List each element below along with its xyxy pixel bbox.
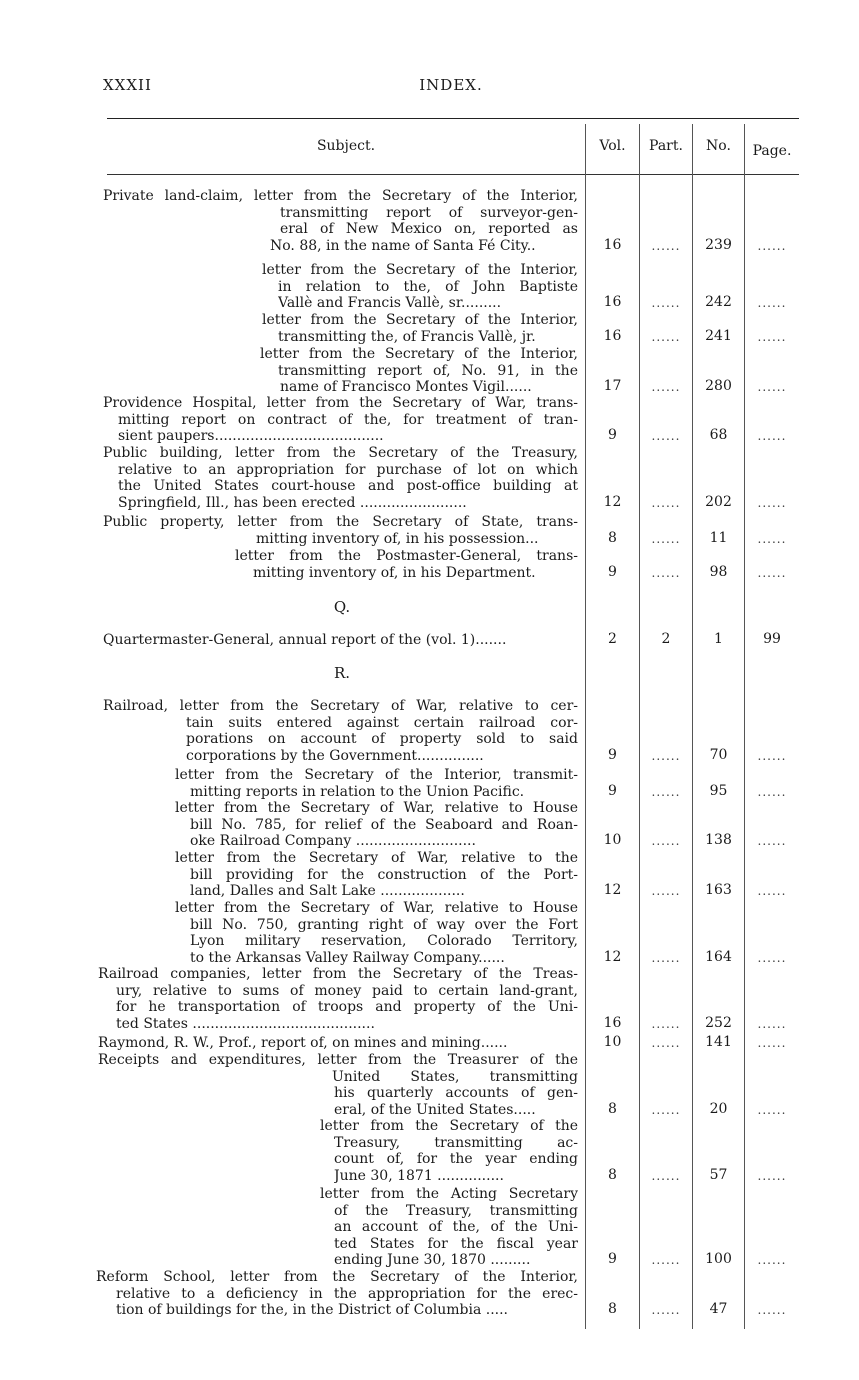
entry-subject-line: Private land-claim, letter from the Secretary of the Interior, [103, 188, 578, 204]
column-header-subject: Subject. [316, 138, 376, 154]
table-header-rule [107, 174, 799, 175]
entry-no: 1 [714, 631, 723, 647]
entry-subject-line: his quarterly accounts of gen- [334, 1085, 578, 1102]
entry-no: 47 [709, 1301, 728, 1318]
entry-subject-line: name of Francisco Montes Vigil...... [280, 379, 532, 396]
entry-page-blank: ...... [757, 1102, 787, 1117]
entry-page-blank: ...... [757, 380, 787, 395]
entry-subject-line: land, Dalles and Salt Lake ................... [190, 883, 465, 900]
entry-subject-line: Providence Hospital, letter from the Secretary of War, trans- [103, 395, 578, 411]
column-header-vol: Vol. [599, 138, 626, 154]
entry-no: 68 [709, 427, 728, 444]
entry-vol: 12 [603, 493, 622, 510]
entry-subject-line: letter from the Secretary of War, relative to the [175, 850, 578, 866]
entry-subject-line: letter from the Secretary of the Interior, [262, 262, 578, 278]
column-header-page: Page. [752, 143, 792, 159]
entry-subject-line: letter from the Secretary of War, relative to House [175, 800, 578, 816]
entry-subject-line: mitting report on contract of the, for treatment of tran- [118, 411, 578, 428]
entry-no: 70 [709, 746, 728, 763]
entry-vol: 17 [603, 378, 622, 395]
entry-part-blank: ...... [651, 495, 681, 510]
entry-subject-line: sient paupers...................................... [118, 428, 384, 445]
entry-vol: 9 [608, 427, 617, 444]
entry-no: 57 [709, 1166, 728, 1183]
entry-page-blank: ...... [757, 1253, 787, 1268]
entry-page-blank: ...... [757, 329, 787, 344]
entry-subject-line: letter from the Postmaster-General, trans- [235, 548, 578, 564]
entry-page-blank: ...... [757, 429, 787, 444]
entry-no: 202 [705, 493, 732, 510]
entry-vol: 9 [608, 746, 617, 763]
entry-page-blank: ...... [757, 296, 787, 311]
entry-subject-line: United States, transmitting [332, 1068, 578, 1085]
entry-part-blank: ...... [651, 565, 681, 580]
entry-subject-line: June 30, 1871 ............... [334, 1167, 504, 1184]
entry-subject-line: relative to a deficiency in the appropriation for the erec- [116, 1285, 578, 1302]
entry-subject-line: bill No. 785, for relief of the Seaboard and Roan- [190, 816, 578, 833]
entry-subject-line: Vallè and Francis Vallè, sr......... [278, 295, 502, 312]
entry-no: 239 [705, 236, 732, 253]
entry-subject-line: for he transportation of troops and property of the Uni- [116, 999, 578, 1016]
entry-vol: 16 [603, 236, 622, 253]
entry-page-blank: ...... [757, 884, 787, 899]
entry-part: 2 [661, 631, 671, 647]
entry-no: 141 [705, 1034, 732, 1050]
entry-subject-line: transmitting the, of Francis Vallè, jr. [278, 328, 536, 345]
entry-no: 241 [705, 327, 732, 344]
section-letter-q: Q. [333, 598, 351, 616]
entry-part-blank: ...... [651, 884, 681, 899]
entry-part-blank: ...... [651, 784, 681, 799]
entry-vol: 8 [608, 1166, 617, 1183]
entry-subject-line: transmitting report of, No. 91, in the [278, 362, 578, 379]
entry-vol: 9 [608, 1251, 617, 1268]
entry-subject-line: transmitting report of surveyor-gen- [280, 204, 578, 221]
entry-part-blank: ...... [651, 531, 681, 546]
entry-part-blank: ...... [651, 238, 681, 253]
entry-vol: 12 [603, 882, 622, 899]
entry-part-blank: ...... [651, 1303, 681, 1318]
entry-subject-line: Quartermaster-General, annual report of the (vol. 1)....... [103, 632, 507, 648]
entry-vol: 10 [603, 832, 622, 849]
entry-page-blank: ...... [757, 1016, 787, 1031]
column-header-part: Part. [649, 138, 683, 154]
column-header-no: No. [706, 138, 731, 154]
entry-part-blank: ...... [651, 950, 681, 965]
entry-subject-line: No. 88, in the name of Santa Fé City.. [270, 237, 536, 254]
entry-subject-line: bill No. 750, granting right of way over the Fort [190, 916, 578, 933]
entry-subject-line: ending June 30, 1870 ......... [334, 1252, 531, 1269]
entry-subject-line: bill providing for the construction of the Port- [190, 866, 578, 883]
entry-page-blank: ...... [757, 1303, 787, 1318]
entry-subject-line: Reform School, letter from the Secretary of the Interior, [96, 1269, 578, 1285]
entry-page-blank: ...... [757, 565, 787, 580]
entry-subject-line: Railroad companies, letter from the Secretary of the Treas- [98, 966, 578, 982]
entry-subject-line: Railroad, letter from the Secretary of War, relative to cer- [103, 698, 578, 714]
entry-subject-line: Treasury, transmitting ac- [334, 1134, 578, 1151]
entry-vol: 8 [608, 1301, 617, 1318]
entry-subject-line: mitting reports in relation to the Union Pacific. [190, 783, 525, 800]
entry-subject-line: letter from the Acting Secretary [320, 1186, 578, 1202]
entry-subject-line: Lyon military reservation, Colorado Territory, [190, 933, 578, 950]
entry-vol: 16 [603, 327, 622, 344]
entry-subject-line: to the Arkansas Valley Railway Company...... [190, 949, 505, 966]
entry-part-blank: ...... [651, 1102, 681, 1117]
entry-subject-line: mitting inventory of, in his possession... [256, 530, 539, 547]
entry-no: 242 [705, 294, 732, 311]
entry-subject-line: Public property, letter from the Secretary of State, trans- [103, 514, 578, 530]
entry-subject-line: corporations by the Government............... [186, 747, 484, 764]
entry-subject-line: ted States ......................................... [116, 1015, 375, 1032]
entry-subject-line: letter from the Secretary of the Interior, [262, 312, 578, 328]
entry-page: 99 [763, 631, 781, 647]
entry-page-blank: ...... [757, 834, 787, 849]
entry-subject-line: ted States for the fiscal year [334, 1235, 578, 1252]
entry-vol: 9 [608, 782, 617, 799]
entry-subject-line: oke Railroad Company ........................... [190, 833, 476, 850]
entry-no: 252 [705, 1014, 732, 1031]
entry-part-blank: ...... [651, 1253, 681, 1268]
entry-part-blank: ...... [651, 380, 681, 395]
entry-no: 20 [709, 1100, 728, 1117]
entry-page-blank: ...... [757, 531, 787, 546]
entry-subject-line: letter from the Secretary of War, relative to House [175, 900, 578, 916]
entry-no: 164 [705, 948, 732, 965]
entry-page-blank: ...... [757, 950, 787, 965]
entry-subject-line: an account of the, of the Uni- [334, 1219, 578, 1236]
entry-vol: 2 [608, 631, 617, 647]
entry-vol: 8 [608, 1100, 617, 1117]
entry-subject-line: tion of buildings for the, in the District of Columbia ..... [116, 1302, 509, 1319]
entry-page-blank: ...... [757, 1036, 787, 1050]
entry-subject-line: ury, relative to sums of money paid to certain land-grant, [116, 982, 578, 999]
entry-subject-line: porations on account of property sold to said [186, 731, 578, 748]
entry-page-blank: ...... [757, 748, 787, 763]
entry-page-blank: ...... [757, 784, 787, 799]
entry-no: 11 [709, 529, 728, 546]
section-letter-r: R. [333, 664, 351, 682]
entry-subject-line: letter from the Secretary of the Interior, transmit- [175, 767, 578, 783]
entry-vol: 9 [608, 563, 617, 580]
entry-part-blank: ...... [651, 1168, 681, 1183]
entry-subject-line: mitting inventory of, in his Department. [253, 564, 536, 581]
entry-subject-line: relative to an appropriation for purchase of lot on which [118, 461, 578, 478]
entry-subject-line: the United States court-house and post-office building at [118, 478, 578, 495]
entry-subject-line: letter from the Secretary of the [320, 1118, 578, 1134]
entry-subject-line: letter from the Secretary of the Interior, [260, 346, 578, 362]
entry-page-blank: ...... [757, 495, 787, 510]
page-folio: XXXII [103, 76, 152, 94]
entry-part-blank: ...... [651, 834, 681, 849]
entry-subject-line: Public building, letter from the Secretary of the Treasury, [103, 445, 578, 461]
entry-part-blank: ...... [651, 1016, 681, 1031]
entry-part-blank: ...... [651, 748, 681, 763]
entry-part-blank: ...... [651, 296, 681, 311]
entry-no: 95 [709, 782, 728, 799]
entry-subject-line: Receipts and expenditures, letter from the Treasurer of the [98, 1052, 578, 1068]
entry-no: 100 [705, 1251, 732, 1268]
entry-no: 163 [705, 882, 732, 899]
entry-part-blank: ...... [651, 329, 681, 344]
entry-subject-line: count of, for the year ending [334, 1151, 578, 1168]
entry-vol: 16 [603, 1014, 622, 1031]
entry-subject-line: of the Treasury, transmitting [334, 1202, 578, 1219]
page-title: INDEX. [419, 76, 483, 94]
entry-subject-line: eral of New Mexico on, reported as [280, 221, 578, 238]
entry-subject-line: Raymond, R. W., Prof., report of, on mines and mining...... [98, 1035, 508, 1051]
entry-part-blank: ...... [651, 1036, 681, 1050]
entry-vol: 8 [608, 529, 617, 546]
entry-vol: 12 [603, 948, 622, 965]
table-top-rule [107, 118, 799, 119]
entry-page-blank: ...... [757, 1168, 787, 1183]
entry-vol: 16 [603, 294, 622, 311]
entry-subject-line: tain suits entered against certain railroad cor- [186, 714, 578, 731]
entry-subject-line: Springfield, Ill., has been erected ........................ [118, 494, 467, 511]
entry-no: 98 [709, 563, 728, 580]
entry-vol: 10 [603, 1034, 622, 1050]
entry-no: 280 [705, 378, 732, 395]
entry-subject-line: eral, of the United States..... [334, 1101, 536, 1118]
entry-part-blank: ...... [651, 429, 681, 444]
entry-no: 138 [705, 832, 732, 849]
entry-page-blank: ...... [757, 238, 787, 253]
page-header [103, 76, 799, 96]
entry-subject-line: in relation to the, of John Baptiste [278, 278, 578, 295]
